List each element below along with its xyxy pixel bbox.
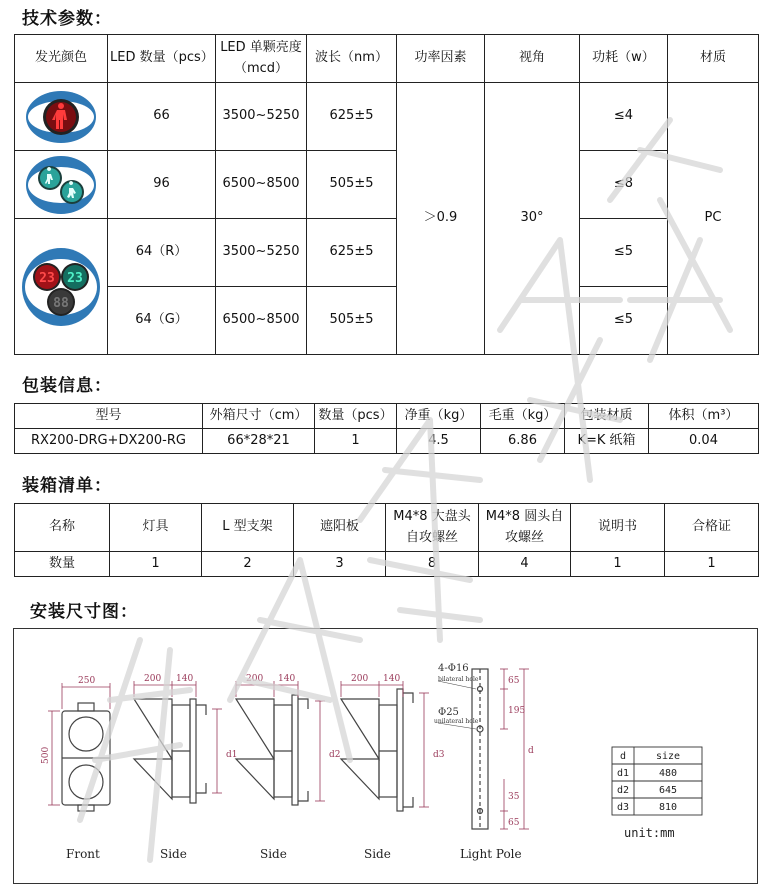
check-visor: 3: [294, 552, 386, 577]
check-manual: 1: [571, 552, 665, 577]
countdown-red-digits: 23: [39, 270, 55, 286]
pack-gross: 6.86: [481, 429, 565, 454]
check-screw-pan: 8: [386, 552, 479, 577]
row4-qty: 64（G）: [108, 287, 216, 355]
check-screw-round: 4: [479, 552, 571, 577]
row1-wavelength: 625±5: [307, 83, 397, 151]
check-th-screw-pan: M4*8 大盘头自攻螺丝: [386, 504, 479, 552]
row2-power: ≤8: [580, 151, 668, 219]
check-cert: 1: [665, 552, 759, 577]
size-d1-value: 480: [658, 768, 678, 779]
angle-value: 30°: [485, 83, 580, 355]
packing-table: [14, 403, 759, 454]
th-material: 材质: [668, 35, 759, 83]
material-value: PC: [668, 83, 759, 355]
size-th-d: d: [619, 751, 627, 762]
check-th-lamp: 灯具: [110, 504, 202, 552]
packing-title: 包装信息：: [22, 376, 112, 396]
checklist-title: 装箱清单：: [22, 476, 112, 496]
row4-wavelength: 505±5: [307, 287, 397, 355]
caption-side-2: Side: [260, 847, 287, 861]
light-pole-drawing: [438, 669, 529, 829]
th-color: 发光颜色: [15, 35, 108, 83]
pack-th-material: 包装材质: [565, 404, 649, 429]
caption-front: Front: [66, 847, 100, 861]
caption-side-3: Side: [364, 847, 391, 861]
side2-d2-label: d2: [329, 750, 341, 760]
countdown-icon: [15, 219, 108, 355]
pole-mid-label: 195: [508, 706, 526, 716]
row1-brightness: 3500~5250: [216, 83, 307, 151]
side-view-3-drawing: [341, 681, 429, 811]
side3-d3-label: d3: [433, 750, 445, 760]
pack-material: K=K 纸箱: [565, 429, 649, 454]
row3-brightness: 3500~5250: [216, 219, 307, 287]
size-d2-value: 645: [658, 785, 678, 796]
hole2-note: unilateral hole: [434, 718, 479, 725]
row1-qty: 66: [108, 83, 216, 151]
caption-side-1: Side: [160, 847, 187, 861]
row3-power: ≤5: [580, 219, 668, 287]
side1-a-label: 200: [144, 674, 162, 684]
size-d1-name: d1: [616, 768, 630, 779]
row2-wavelength: 505±5: [307, 151, 397, 219]
install-drawing: [13, 628, 758, 884]
check-lamp: 1: [110, 552, 202, 577]
pack-th-gross: 毛重（kg）: [481, 404, 565, 429]
pole-d-label: d: [528, 746, 534, 756]
install-title: 安装尺寸图：: [30, 602, 138, 622]
pack-model: RX200-DRG+DX200-RG: [15, 429, 203, 454]
size-d3-value: 810: [658, 802, 678, 813]
hole2-label: Φ25: [438, 707, 459, 718]
row3-wavelength: 625±5: [307, 219, 397, 287]
size-d2-name: d2: [616, 785, 630, 796]
countdown-off-digits: 88: [53, 295, 69, 311]
th-power: 功耗（w）: [580, 35, 668, 83]
front-height-label: 500: [41, 746, 51, 764]
row4-brightness: 6500~8500: [216, 287, 307, 355]
pack-th-model: 型号: [15, 404, 203, 429]
pack-net: 4.5: [397, 429, 481, 454]
checklist-table: [14, 503, 759, 577]
side2-a-label: 200: [246, 674, 264, 684]
side1-d1-label: d1: [226, 750, 238, 760]
power-factor-value: ＞0.9: [397, 83, 485, 355]
pack-th-net: 净重（kg）: [397, 404, 481, 429]
pole-low-label: 35: [508, 792, 520, 802]
size-d3-name: d3: [616, 802, 630, 813]
tech-title: 技术参数：: [22, 9, 112, 29]
countdown-green-digits: 23: [67, 270, 83, 286]
pack-volume: 0.04: [649, 429, 759, 454]
side2-b-label: 140: [278, 674, 296, 684]
row3-qty: 64（R）: [108, 219, 216, 287]
unit-label: unit:mm: [624, 826, 675, 840]
check-th-manual: 说明书: [571, 504, 665, 552]
pack-th-box: 外箱尺寸（cm）: [203, 404, 315, 429]
th-angle: 视角: [485, 35, 580, 83]
side1-b-label: 140: [176, 674, 194, 684]
row1-power: ≤4: [580, 83, 668, 151]
pack-box: 66*28*21: [203, 429, 315, 454]
size-th-size: size: [655, 751, 681, 762]
check-bracket: 2: [202, 552, 294, 577]
check-th-cert: 合格证: [665, 504, 759, 552]
side3-b-label: 140: [383, 674, 401, 684]
th-brightness: LED 单颗亮度（mcd）: [216, 35, 307, 83]
row2-qty: 96: [108, 151, 216, 219]
check-th-name: 名称: [15, 504, 110, 552]
pole-top-label: 65: [508, 676, 520, 686]
pedestrian-red-icon: [15, 83, 108, 151]
check-th-bracket: L 型支架: [202, 504, 294, 552]
check-th-screw-round: M4*8 圆头自攻螺丝: [479, 504, 571, 552]
pack-th-volume: 体积（m³）: [649, 404, 759, 429]
caption-light-pole: Light Pole: [460, 847, 522, 861]
th-power-factor: 功率因素: [397, 35, 485, 83]
front-width-label: 250: [78, 676, 96, 686]
th-qty: LED 数量（pcs）: [108, 35, 216, 83]
pole-bottom-label: 65: [508, 818, 520, 828]
holes-label: 4-Φ16: [438, 663, 469, 674]
check-label-qty: 数量: [15, 552, 110, 577]
th-wavelength: 波长（nm）: [307, 35, 397, 83]
row4-power: ≤5: [580, 287, 668, 355]
side3-a-label: 200: [351, 674, 369, 684]
side-view-1-drawing: [134, 681, 222, 803]
pack-qty: 1: [315, 429, 397, 454]
tech-table: [14, 34, 759, 355]
pack-th-qty: 数量（pcs）: [315, 404, 397, 429]
front-view-drawing: [48, 683, 110, 811]
check-th-visor: 遮阳板: [294, 504, 386, 552]
side-view-2-drawing: [236, 681, 325, 805]
row2-brightness: 6500~8500: [216, 151, 307, 219]
pedestrian-green-icon: [15, 151, 108, 219]
holes-note: bilateral hole: [438, 676, 479, 683]
